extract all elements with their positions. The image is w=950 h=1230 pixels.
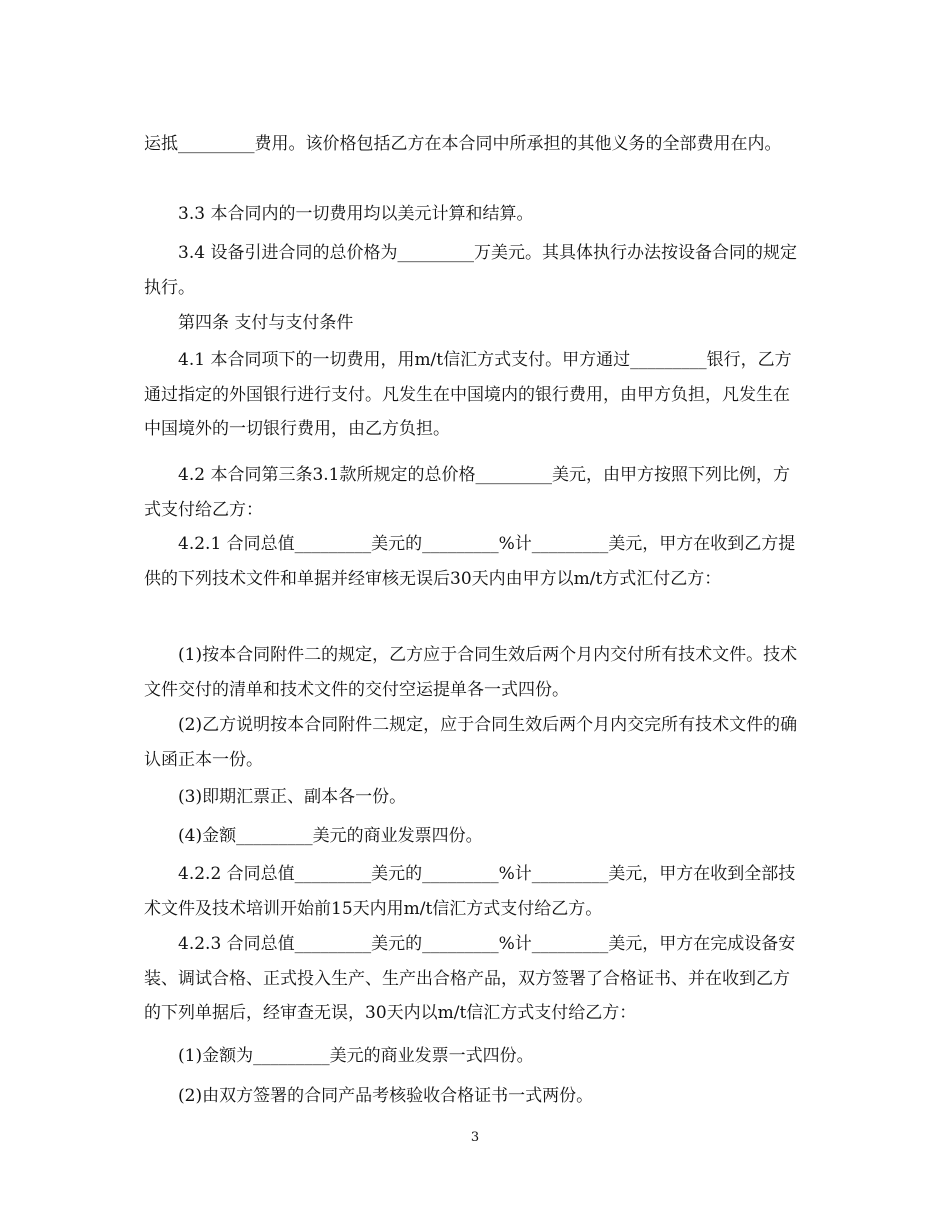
list-item-3: (3)即期汇票正、副本各一份。 bbox=[178, 787, 407, 807]
paragraph-3-4: 3.4 设备引进合同的总价格为_________万美元。其具体执行办法按设备合同的规定执行。 bbox=[144, 243, 797, 298]
paragraph-4-1: 4.1 本合同项下的一切费用，用m/t信汇方式支付。甲方通过_________银行，乙方通过指定的外国银行进行支付。凡发生在中国境内的银行费用，由甲方负担，凡发生在中国境外的一切银行费用，由乙方负担。 bbox=[144, 350, 792, 439]
list-item-1: (1)按本合同附件二的规定，乙方应于合同生效后两个月内交付所有技术文件。技术文件交付的清单和技术文件的交付空运提单各一式四份。 bbox=[144, 645, 798, 700]
paragraph-4-2-3: 4.2.3 合同总值_________美元的_________%计_________美元，甲方在完成设备安装、调试合格、正式投入生产、生产出合格产品，双方签署了合格证书、并在收到乙方的下列单据后，经审查无误，30天内以m/t信汇方式支付给乙方： bbox=[144, 934, 796, 1023]
paragraph-4-2-2: 4.2.2 合同总值_________美元的_________%计_________美元，甲方在收到全部技术文件及技术培训开始前15天内用m/t信汇方式支付给乙方。 bbox=[144, 864, 796, 919]
section-heading-article-4: 第四条 支付与支付条件 bbox=[178, 313, 354, 333]
paragraph-4-2-1: 4.2.1 合同总值_________美元的_________%计_________美元，甲方在收到乙方提供的下列技术文件和单据并经审核无误后30天内由甲方以m/t方式汇付乙方： bbox=[144, 534, 796, 589]
sub-list-item-1: (1)金额为_________美元的商业发票一式四份。 bbox=[178, 1046, 534, 1066]
paragraph-4-2: 4.2 本合同第三条3.1款所规定的总价格_________美元，由甲方按照下列比例，方式支付给乙方： bbox=[144, 465, 790, 520]
paragraph-3-2-continuation: 运抵_________费用。该价格包括乙方在本合同中所承担的其他义务的全部费用在内。 bbox=[144, 134, 782, 154]
list-item-2: (2)乙方说明按本合同附件二规定，应于合同生效后两个月内交完所有技术文件的确认函正本一份。 bbox=[144, 715, 798, 770]
page-number: 3 bbox=[470, 1130, 480, 1145]
paragraph-3-3: 3.3 本合同内的一切费用均以美元计算和结算。 bbox=[178, 204, 534, 224]
list-item-4: (4)金额_________美元的商业发票四份。 bbox=[178, 826, 483, 846]
sub-list-item-2: (2)由双方签署的合同产品考核验收合格证书一式两份。 bbox=[178, 1086, 594, 1106]
